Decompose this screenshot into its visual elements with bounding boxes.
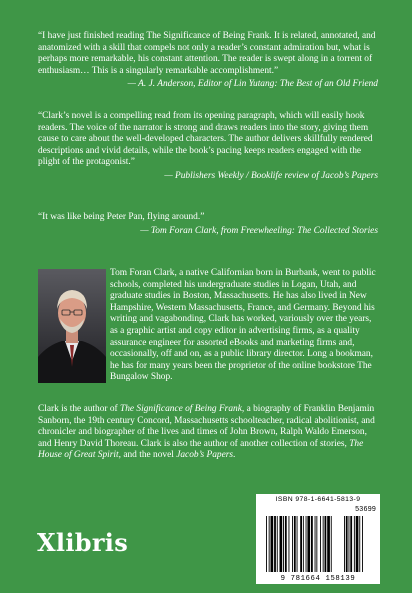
author-works	[38, 404, 378, 462]
bio-text: .	[233, 450, 236, 461]
author-bio-paragraph-1: Tom Foran Clark, a native Californian born in Burbank, went to public schools, completed his undergraduate studies in Logan, Utah, and graduate studies in Boston, Massachusetts. He has also lived in New Hampshire, Western Massachusetts, France, and Germany. Beyond his writing and vagabonding, Clark has worked, variously over the years, as a graphic artist and copy editor in advertising firms, as a quality assurance engineer for assorted eBooks and marketing firms and, occasionally, off and on, as a public library director. Long a bookman, he has for many years been the proprietor of the online bookstore The Bungalow Shop.	[110, 268, 376, 383]
bio-text: a biography of Franklin Benjamin Sanborn, the 19th century Concord, Massachusetts schoolteacher, radical abolitionist, and chronicler and biographer of the lives and times of John Brown, Ralph Waldo Emerson, and Henry David Thoreau. Clark is also the author of another collection of stories,	[38, 404, 375, 449]
bio-text: Clark is the author of	[38, 404, 121, 414]
quote-text: “I have just finished reading The Significance of Being Frank. It is related, annotated, and anatomized with a skill that compels not only a reader’s constant admiration but, what is perhaps more remarkable, his constant attention. The reader is swept along in a torrent of enthusiasm… This is a singularly remarkable accomplishment.”	[38, 31, 376, 76]
book-title: The Significance of Being Frank,	[120, 404, 245, 414]
book-title: Jacob’s Papers	[176, 450, 234, 461]
publisher-logo: Xlibris	[37, 528, 129, 557]
review-quote-3	[38, 212, 378, 237]
quote-attribution: — Publishers Weekly / Booklife review of Jacob’s Papers	[164, 170, 378, 181]
barcode-digits: 9 781664 158139	[280, 575, 356, 583]
bio-text: and the novel	[120, 450, 177, 461]
isbn-label: ISBN 978-1-6641-5813-9	[275, 496, 361, 503]
author-bio	[38, 268, 378, 384]
quote-text: “Clark’s novel is a compelling read from its opening paragraph, which will easily hook readers. The voice of the narrator is strong and draws readers into the story, giving them cause to care about the well-developed characters. The author delivers skillfully rendered descriptions and vivid details, while the book’s pacing keeps readers engaged with the plight of the protagonist.”	[38, 111, 373, 168]
book-title: The House of Great Spirit,	[38, 438, 364, 461]
review-quote-2	[38, 111, 378, 183]
author-bio-paragraph-2	[38, 404, 378, 462]
review-quote-1	[38, 31, 378, 91]
quote-text: “It was like being Peter Pan, flying around.”	[38, 212, 205, 222]
quote-attribution: — A. J. Anderson, Editor of Lin Yutang: The Best of an Old Friend	[127, 79, 378, 90]
quote-attribution: — Tom Foran Clark, from Freewheeling: The Collected Stories	[140, 225, 378, 236]
barcode-bars	[256, 494, 380, 584]
photo-spacer	[38, 268, 110, 383]
isbn-barcode	[256, 494, 380, 584]
price-code: 53699	[354, 506, 376, 514]
